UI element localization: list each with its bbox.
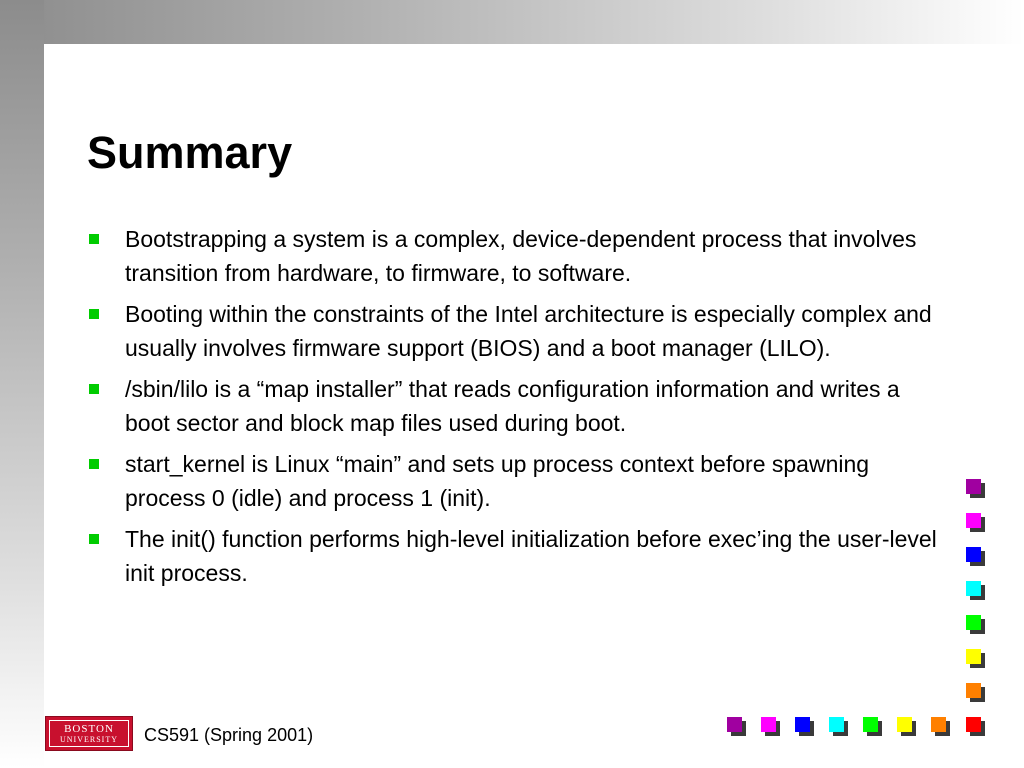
decorative-square-blue-icon: [966, 547, 981, 562]
decorative-square-yellow-icon: [966, 649, 981, 664]
logo-text-boston: BOSTON: [64, 723, 114, 735]
decorative-square-red-icon: [966, 717, 981, 732]
bullet-item: [88, 522, 938, 590]
bullet-text: start_kernel is Linux “main” and sets up process context before spawning process 0 (idle) and process 1 (init).: [125, 451, 870, 511]
bullet-list: [88, 222, 938, 597]
square-bullet-icon: [89, 234, 99, 244]
left-gradient-band: [0, 0, 44, 768]
decorative-square-magenta-icon: [761, 717, 776, 732]
decorative-square-orange-icon: [931, 717, 946, 732]
decorative-square-blue-icon: [795, 717, 810, 732]
footer-course-text: CS591 (Spring 2001): [144, 725, 314, 745]
decorative-square-purple-icon: [966, 479, 981, 494]
bullet-text: The init() function performs high-level initialization before exec’ing the user-level init process.: [125, 526, 937, 586]
bullet-text: /sbin/lilo is a “map installer” that reads configuration information and writes a boot sector and block map files used during boot.: [125, 376, 900, 436]
square-bullet-icon: [89, 459, 99, 469]
boston-university-logo: [45, 716, 133, 751]
bullet-text: Booting within the constraints of the Intel architecture is especially complex and usually involves firmware support (BIOS) and a boot manager (LILO).: [125, 301, 932, 361]
bullet-item: [88, 372, 938, 440]
bullet-item: [88, 222, 938, 290]
decorative-square-green-icon: [966, 615, 981, 630]
logo-frame: [49, 720, 129, 747]
square-bullet-icon: [89, 309, 99, 319]
decorative-square-purple-icon: [727, 717, 742, 732]
decorative-square-green-icon: [863, 717, 878, 732]
logo-text-university: UNIVERSITY: [60, 735, 118, 744]
bullet-item: [88, 297, 938, 365]
slide-title: Summary: [87, 127, 293, 178]
bullet-item: [88, 447, 938, 515]
decorative-square-magenta-icon: [966, 513, 981, 528]
decorative-square-yellow-icon: [897, 717, 912, 732]
square-bullet-icon: [89, 384, 99, 394]
decorative-square-cyan-icon: [829, 717, 844, 732]
top-gradient-band: [0, 0, 1024, 44]
decorative-square-cyan-icon: [966, 581, 981, 596]
square-bullet-icon: [89, 534, 99, 544]
bullet-text: Bootstrapping a system is a complex, device-dependent process that involves transition from hardware, to firmware, to software.: [125, 226, 917, 286]
decorative-square-orange-icon: [966, 683, 981, 698]
